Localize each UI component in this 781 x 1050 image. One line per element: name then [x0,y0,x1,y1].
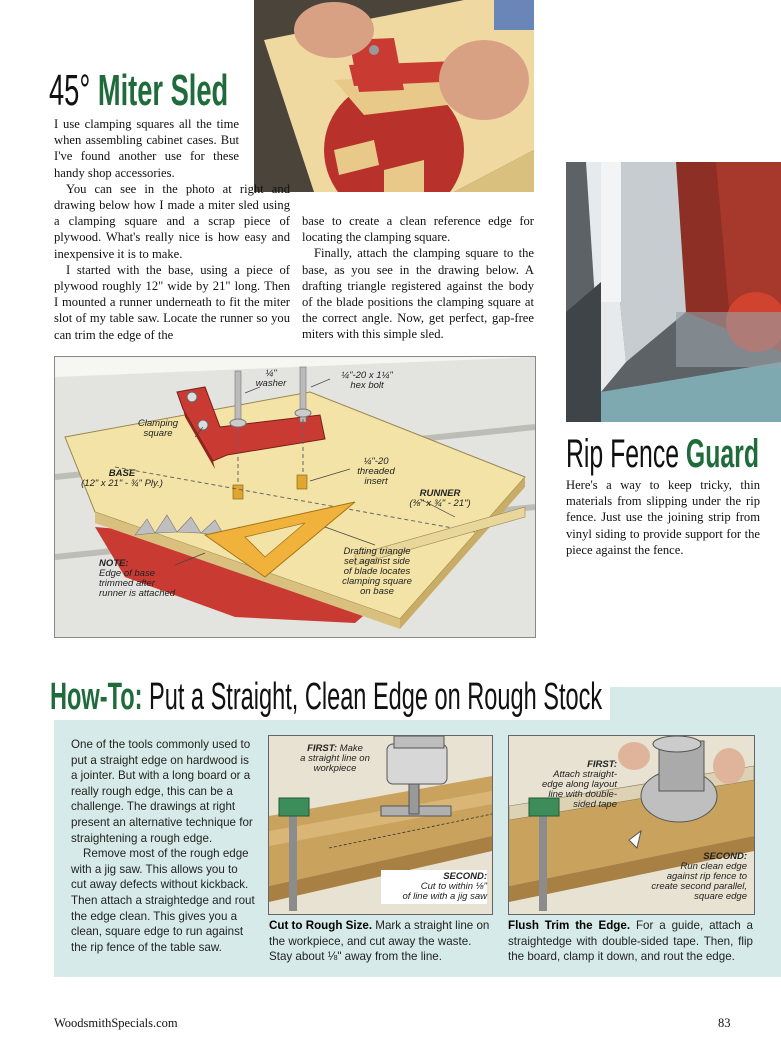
rip-fence-title-main: Rip Fence [566,432,680,476]
caption-bold: Flush Trim the Edge. [508,919,631,932]
insert-label [341,457,411,487]
paragraph: I use clamping squares all the time when assembling cabinet cases. But I've found another use for these handy shop accessories. [54,117,239,180]
base-dims: (12" x 21" - ¾" Ply.) [81,478,163,489]
insert-text-3: insert [364,476,388,487]
runner-label [395,489,485,509]
draft-text-1: Drafting triangle [343,546,411,557]
first-text-1: Attach straight- [553,769,617,780]
base-title: BASE [108,468,136,479]
second-title: SECOND: [443,871,487,882]
title-prefix: 45° [49,66,91,115]
first-text-3: line with double- [548,789,617,800]
flush-trim-first-label [517,760,617,810]
paragraph: You can see in the photo at right and drawing below how I made a miter sled using a clamping square and a scrap piece of plywood. What's really nice is how easy and inexpensive it is to make. [54,181,290,261]
second-text-4: square edge [694,891,747,902]
flush-trim-drawing [508,735,755,915]
paragraph: I started with the base, using a piece of plywood roughly 12" wide by 21" long. Then I mounted a runner underneath to fit the miter slot of my table saw. Locate the runner so you can trim the edge of the [54,262,290,342]
rough-cut-first-label [285,744,385,774]
miter-sled-column-1 [54,116,290,343]
how-to-title-rest: Put a Straight, Clean Edge on Rough Stock [149,676,603,718]
note-label [99,559,199,599]
second-text-1: Cut to within ⅛" [420,881,487,892]
note-text-3: runner is attached [99,588,176,599]
rip-fence-title-bold: Guard [685,432,759,476]
second-text-3: create second parallel, [651,881,747,892]
hex-bolt-text: hex bolt [350,380,384,391]
first-text-4: sided tape [573,799,617,810]
clamping-text-1: Clamping [137,418,179,429]
washer-text: washer [255,378,287,389]
clamping-text-2: square [143,428,173,439]
washer-size: ¼" [265,368,277,379]
insert-text-2: threaded [357,466,395,477]
runner-title: RUNNER [419,488,461,499]
first-text-3: workpiece [313,763,357,774]
hex-bolt-size: ¼"-20 x 1¼" [341,370,393,381]
footer-site: WoodsmithSpecials.com [54,1016,178,1030]
washer-label [247,369,295,389]
rough-cut-caption [269,918,494,965]
draft-text-4: clamping square [342,576,412,587]
base-label [67,469,177,489]
note-text-1: Edge of base [99,568,155,579]
note-text-2: trimmed after [99,578,155,589]
second-text-2: of line with a jig saw [402,891,487,902]
footer-page-number: 83 [718,1016,731,1030]
rough-cut-drawing [268,735,493,915]
hex-bolt-label [327,371,407,391]
draft-text-3: of blade locates [343,566,411,577]
caption-text: Mark a straight line on the workpiece, and cut away the waste. Stay about ⅛" away from the line. [269,919,490,964]
runner-dims: (⅜" x ¾" - 21") [409,498,471,509]
second-text-1: Run clean edge [680,861,747,872]
how-to-body [71,737,255,955]
first-text-2: a straight line on [300,753,370,764]
first-title: FIRST: [307,743,338,754]
first-text-2: edge along layout [541,779,617,790]
flush-trim-caption [508,918,753,965]
drafting-triangle-label [327,547,427,597]
caption-bold: Cut to Rough Size. [269,919,373,932]
insert-text-1: ¼"-20 [363,456,389,467]
paragraph: Finally, attach the clamping square to the base, as you see in the drawing below. A drafting triangle registered against the body of the blade positions the clamping square at the correct angle. Now, get perfect, gap-free miters with this simple sled. [302,246,534,342]
rough-cut-second-label [381,870,487,904]
paragraph: Here's a way to keep tricky, thin materials from slipping under the rip fence. Just use the joining strip from vinyl siding to provide support for the piece against the fence. [566,478,760,557]
paragraph: One of the tools commonly used to put a straight edge on hardwood is a jointer. But with a long board or a really rough edge, this can be a challenge. The drawings at right present an alternative technique for straightening a rough edge. [71,738,253,845]
note-title: NOTE: [99,558,129,569]
how-to-title-bold: How-To: [50,676,143,718]
title-main: Miter Sled [97,66,229,115]
draft-text-2: set against side [343,556,410,567]
clamping-square-label [123,419,193,439]
first-text-1: Make [339,743,363,754]
miter-sled-column-2 [302,213,534,343]
second-title: SECOND: [703,851,747,862]
rip-fence-photo [566,162,781,422]
draft-text-5: on base [360,586,394,597]
miter-sled-drawing [54,356,536,638]
paragraph: base to create a clean reference edge for locating the clamping square. [302,214,534,245]
flush-trim-second-label [627,852,747,902]
caption-text: For a guide, attach a straightedge with double-sided tape. Then, flip the board, clamp it down, and rout the edge. [508,919,753,964]
miter-sled-photo [254,0,534,192]
first-title: FIRST: [587,759,617,770]
miter-sled-title [49,66,249,116]
how-to-title [50,674,610,720]
rip-fence-body [566,477,760,558]
paragraph: Remove most of the rough edge with a jig saw. This allows you to cut away defects without kickback. Then attach a straightedge and rout the edge clean. This gives you a clean, square edge to run against the rip fence of the table saw. [71,847,255,954]
rip-fence-title [566,432,781,476]
second-text-2: against rip fence to [666,871,747,882]
